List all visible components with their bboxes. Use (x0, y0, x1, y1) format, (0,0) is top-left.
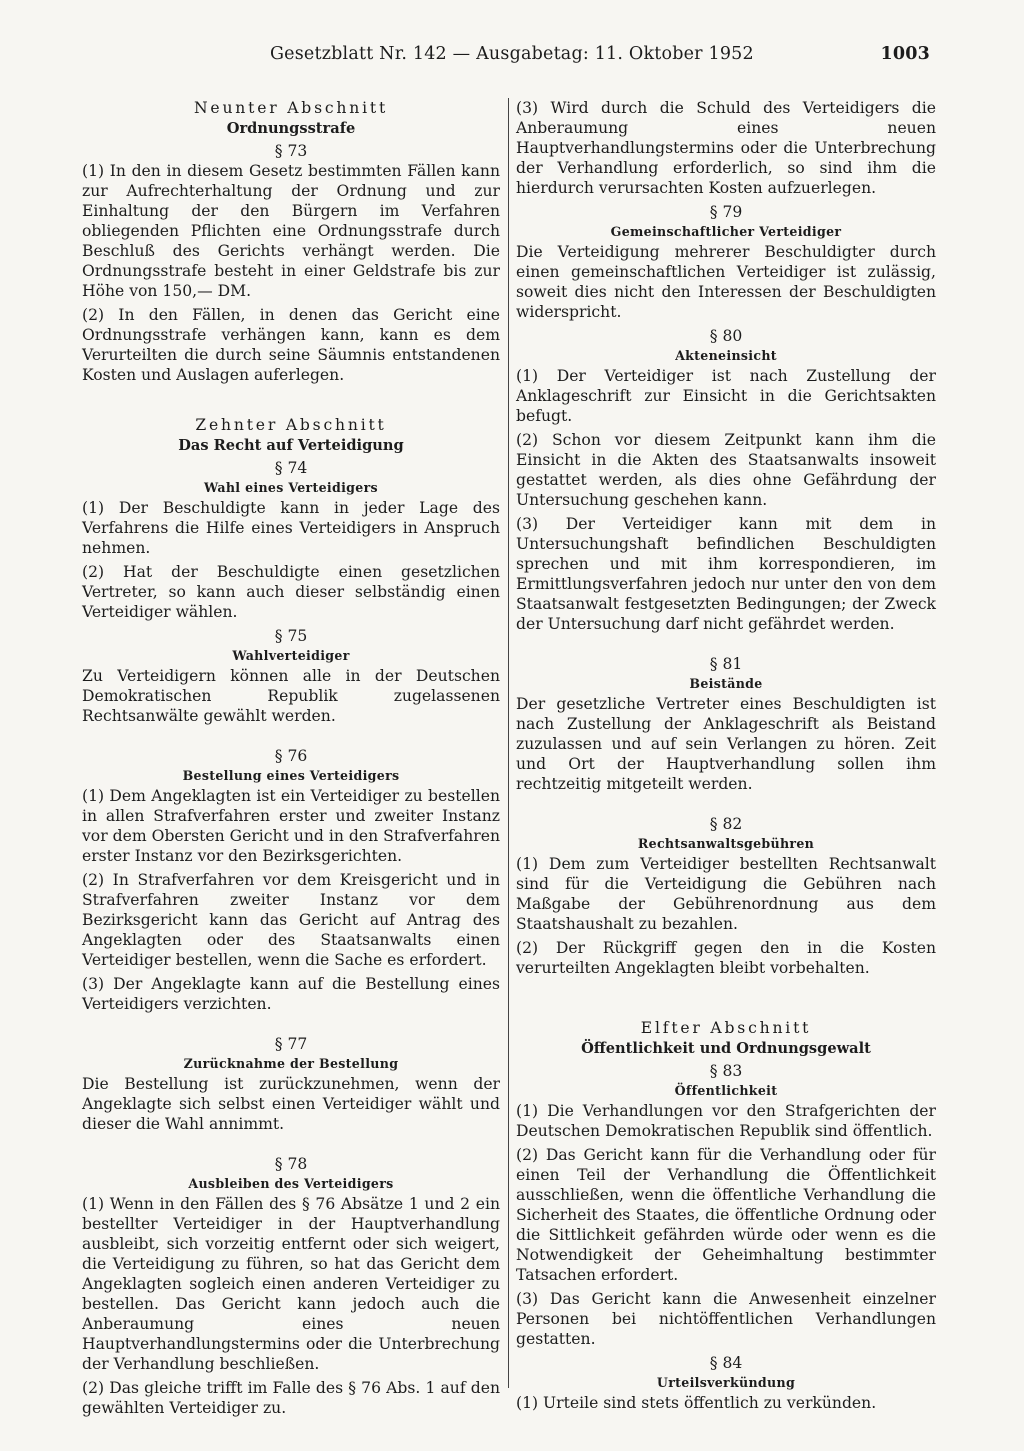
section-10-heading: Zehnter Abschnitt (195, 416, 387, 434)
para-82-number: § 82 (709, 815, 743, 833)
para-75-title: Wahlverteidiger (232, 648, 350, 663)
para-75-number: § 75 (274, 627, 308, 645)
para-81-number: § 81 (709, 655, 743, 673)
gazette-title: Gesetzblatt Nr. 142 — Ausgabetag: 11. Oktober 1952 (270, 44, 754, 64)
para-83-abs-2: (2) Das Gericht kann für die Verhandlung oder für einen Teil der Verhandlung die Öffentlichkeit ausschließen, wenn die öffentliche Verhandlung die Sicherheit des Staates, die öffentliche Ordnung oder die Sittlichkeit gefährden würde oder wenn es die Notwendigkeit der Geheimhaltung bestimmter Tatsachen erfordert. (516, 1146, 936, 1284)
para-80-abs-3: (3) Der Verteidiger kann mit dem in Untersuchungshaft befindlichen Beschuldigten sprechen und mit ihm korrespondieren, im Ermittlungsverfahren jedoch nur unter den von dem Staatsanwalt festgesetzten Bedingungen; der Zweck der Untersuchung darf nicht gefährdet werden. (516, 515, 936, 633)
para-80-title: Akteneinsicht (675, 348, 777, 363)
para-76-title: Bestellung eines Verteidigers (182, 768, 400, 783)
para-74-abs-2: (2) Hat der Beschuldigte einen gesetzlichen Vertreter, so kann auch dieser selbständig einen Verteidiger wählen. (82, 563, 500, 621)
section-10-title: Das Recht auf Verteidigung (178, 437, 404, 454)
para-83-abs-3: (3) Das Gericht kann die Anwesenheit einzelner Personen bei nichtöffentlichen Verhandlungen gestatten. (516, 1290, 936, 1348)
para-82-abs-1: (1) Dem zum Verteidiger bestellten Rechtsanwalt sind für die Verteidigung die Gebühren nach Maßgabe der Gebührenordnung aus dem Staatshaushalt zu bezahlen. (516, 855, 936, 933)
para-84-number: § 84 (709, 1354, 743, 1372)
para-74-abs-1: (1) Der Beschuldigte kann in jeder Lage des Verfahrens die Hilfe eines Verteidigers in Anspruch nehmen. (82, 499, 500, 557)
para-74-number: § 74 (274, 459, 308, 477)
para-80-abs-2: (2) Schon vor diesem Zeitpunkt kann ihm die Einsicht in die Akten des Staatsanwalts insoweit gestattet werden, als dies ohne Gefährdung der Untersuchung geschehen kann. (516, 431, 936, 509)
para-80-abs-1: (1) Der Verteidiger ist nach Zustellung der Anklageschrift zur Einsicht in die Gerichtsakten befugt. (516, 367, 936, 425)
para-78-abs-3: (3) Wird durch die Schuld des Verteidigers die Anberaumung eines neuen Hauptverhandlungstermins oder die Unterbrechung der Verhandlung erforderlich, so sind ihm die hierdurch verursachten Kosten aufzuerlegen. (516, 99, 936, 197)
para-78-abs-2: (2) Das gleiche trifft im Falle des § 76 Abs. 1 auf den gewählten Verteidiger zu. (82, 1379, 500, 1417)
para-84-title: Urteilsverkündung (656, 1375, 796, 1390)
para-80-number: § 80 (709, 327, 743, 345)
para-79-text: Die Verteidigung mehrerer Beschuldigter durch einen gemeinschaftlichen Verteidiger ist zulässig, soweit dies nicht den Interessen der Beschuldigten widerspricht. (516, 243, 936, 321)
para-81-title: Beistände (689, 676, 763, 691)
right-column (516, 98, 936, 1417)
para-78-title: Ausbleiben des Verteidigers (188, 1176, 394, 1191)
para-78-number: § 78 (274, 1155, 308, 1173)
para-73-number: § 73 (274, 142, 308, 160)
para-76-abs-2: (2) In Strafverfahren vor dem Kreisgericht und in Strafverfahren zweiter Instanz vor dem Bezirksgericht kann das Gericht auf Antrag des Angeklagten oder des Staatsanwalts einen Verteidiger bestellen, wenn die Sache es erfordert. (82, 871, 500, 969)
para-77-number: § 77 (274, 1035, 308, 1053)
para-74-title: Wahl eines Verteidigers (204, 480, 378, 495)
para-82-title: Rechtsanwaltsgebühren (637, 836, 815, 851)
para-79-title: Gemeinschaftlicher Verteidiger (610, 224, 842, 239)
para-77-title: Zurücknahme der Bestellung (183, 1056, 399, 1071)
para-83-number: § 83 (709, 1062, 743, 1080)
section-9-title: Ordnungsstrafe (226, 120, 356, 137)
para-76-number: § 76 (274, 747, 308, 765)
section-11-heading: Elfter Abschnitt (640, 1019, 812, 1037)
page-number: 1003 (880, 44, 930, 64)
para-73-abs-1: (1) In den in diesem Gesetz bestimmten Fällen kann zur Aufrechterhaltung der Ordnung und zur Einhaltung der den Bürgern im Verfahren obliegenden Pflichten eine Ordnungsstrafe durch Beschluß des Gerichts verhängt werden. Die Ordnungsstrafe besteht in einer Geldstrafe bis zur Höhe von 150,— DM. (82, 162, 500, 300)
para-82-abs-2: (2) Der Rückgriff gegen den in die Kosten verurteilten Angeklagten bleibt vorbehalten. (516, 939, 936, 977)
page-header (270, 44, 930, 64)
para-76-abs-1: (1) Dem Angeklagten ist ein Verteidiger zu bestellen in allen Strafverfahren erster und zweiter Instanz vor dem Obersten Gericht und in den Strafverfahren erster Instanz vor den Bezirksgerichten. (82, 787, 500, 865)
left-column (82, 98, 500, 1422)
section-11-title: Öffentlichkeit und Ordnungsgewalt (581, 1040, 871, 1057)
para-84-abs-1: (1) Urteile sind stets öffentlich zu verkünden. (516, 1394, 877, 1412)
para-83-title: Öffentlichkeit (674, 1083, 778, 1098)
para-79-number: § 79 (709, 203, 743, 221)
para-83-abs-1: (1) Die Verhandlungen vor den Strafgerichten der Deutschen Demokratischen Republik sind öffentlich. (516, 1102, 936, 1140)
para-76-abs-3: (3) Der Angeklagte kann auf die Bestellung eines Verteidigers verzichten. (82, 975, 500, 1013)
para-73-abs-2: (2) In den Fällen, in denen das Gericht eine Ordnungsstrafe verhängen kann, kann es dem Verurteilten die durch seine Säumnis entstandenen Kosten und Auslagen auferlegen. (82, 306, 500, 384)
para-81-text: Der gesetzliche Vertreter eines Beschuldigten ist nach Zustellung der Anklageschrift als Beistand zuzulassen und auf sein Verlangen zu hören. Zeit und Ort der Hauptverhandlung sollen ihm rechtzeitig mitgeteilt werden. (516, 695, 936, 793)
section-9-heading: Neunter Abschnitt (193, 99, 389, 117)
para-77-text: Die Bestellung ist zurückzunehmen, wenn der Angeklagte sich selbst einen Verteidiger wählt und dieser die Wahl annimmt. (82, 1075, 500, 1133)
column-divider (508, 98, 509, 1388)
para-78-abs-1: (1) Wenn in den Fällen des § 76 Absätze 1 und 2 ein bestellter Verteidiger in der Hauptverhandlung ausbleibt, sich vorzeitig entfernt oder sich weigert, die Verteidigung zu führen, so hat das Gericht dem Angeklagten sogleich einen anderen Verteidiger zu bestellen. Das Gericht kann jedoch auch die Anberaumung eines neuen Hauptverhandlungstermins oder die Unterbrechung der Verhandlung beschließen. (82, 1195, 500, 1373)
para-75-text: Zu Verteidigern können alle in der Deutschen Demokratischen Republik zugelassenen Rechtsanwälte gewählt werden. (82, 667, 500, 725)
